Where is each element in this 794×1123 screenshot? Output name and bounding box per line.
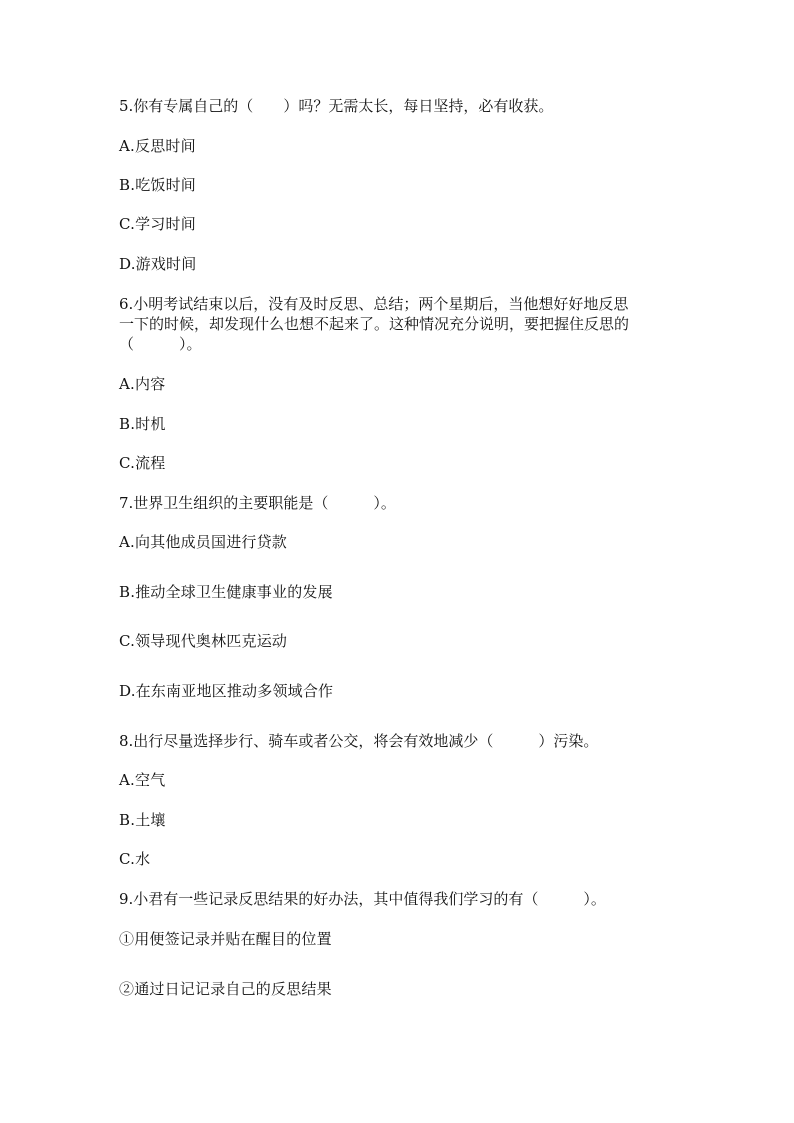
question-6-option-a: A.内容 [119, 375, 166, 393]
question-6-option-c: C.流程 [119, 454, 166, 472]
question-7-option-a: A.向其他成员国进行贷款 [119, 533, 288, 551]
question-5-option-d: D.游戏时间 [119, 255, 197, 273]
question-5-option-a: A.反思时间 [119, 137, 196, 155]
question-5-stem-line-1: 5.你有专属自己的（ ）吗？无需太长，每日坚持，必有收获。 [119, 97, 554, 115]
question-6-option-b: B.时机 [119, 415, 166, 433]
question-8-option-b: B.土壤 [119, 811, 166, 829]
question-5-option-b: B.吃饭时间 [119, 176, 196, 194]
question-6-stem-line-1: 6.小明考试结束以后，没有及时反思、总结；两个星期后，当他想好好地反思 [119, 295, 629, 313]
question-6-stem-line-2: 一下的时候，却发现什么也想不起来了。这种情况充分说明，要把握住反思的 [119, 315, 630, 333]
question-6-stem-line-3: （ ）。 [119, 335, 202, 353]
question-8-option-c: C.水 [119, 850, 151, 868]
question-9-option-1: ①用便签记录并贴在醒目的位置 [119, 930, 332, 948]
question-7-option-b: B.推动全球卫生健康事业的发展 [119, 583, 333, 601]
question-9-option-2: ②通过日记记录自己的反思结果 [119, 980, 332, 998]
question-9-stem-line-1: 9.小君有一些记录反思结果的好办法，其中值得我们学习的有（ ）。 [119, 890, 606, 908]
question-5-option-c: C.学习时间 [119, 215, 196, 233]
question-7-option-d: D.在东南亚地区推动多领域合作 [119, 682, 334, 700]
question-7-option-c: C.领导现代奥林匹克运动 [119, 632, 288, 650]
question-8-stem-line-1: 8.出行尽量选择步行、骑车或者公交，将会有效地减少（ ）污染。 [119, 732, 599, 750]
question-7-stem-line-1: 7.世界卫生组织的主要职能是（ ）。 [119, 494, 396, 512]
question-8-option-a: A.空气 [119, 771, 166, 789]
